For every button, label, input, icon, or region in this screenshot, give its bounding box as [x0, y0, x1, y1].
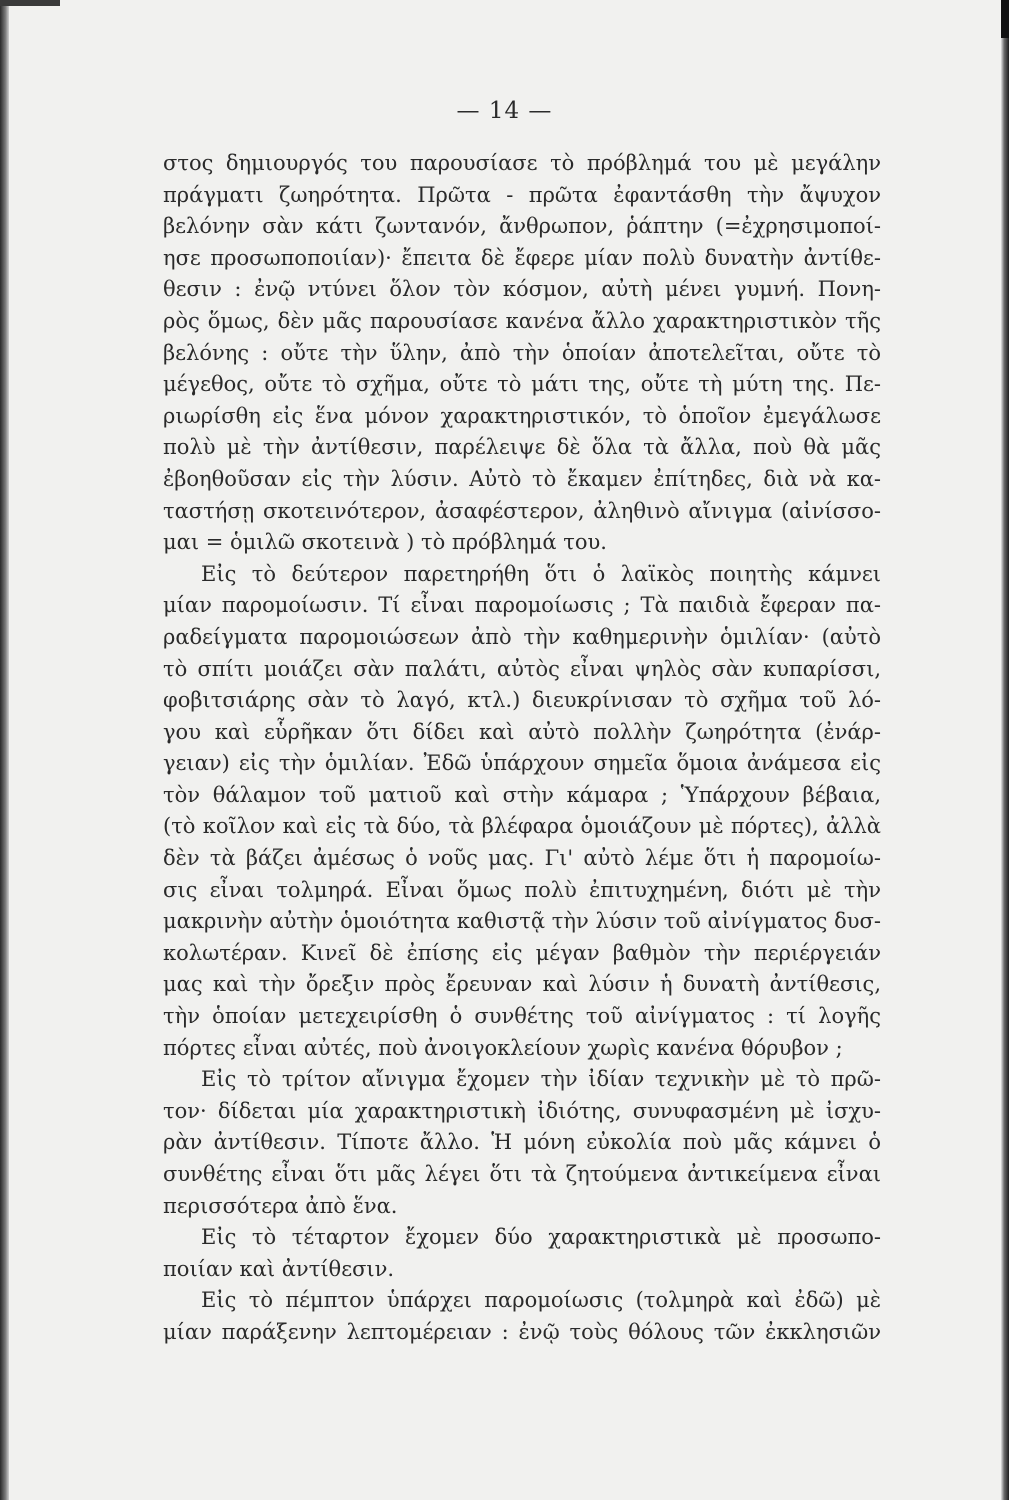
text-line: κολωτέραν. Κινεῖ δὲ ἐπίσης εἰς μέγαν βαθμὸν τὴν περιέργειάν [163, 940, 881, 965]
text-line: πόρτες εἶναι αὐτές, ποὺ ἀνοιγοκλείουν χωρὶς κανένα θόρυβον ; [163, 1035, 843, 1060]
body-text [163, 148, 881, 1349]
scan-right-corner-mark [1001, 0, 1009, 38]
text-line: μαι = ὁμιλῶ σκοτεινὰ ) τὸ πρόβλημά του. [163, 530, 607, 555]
text-line: περισσότερα ἀπὸ ἕνα. [163, 1193, 398, 1218]
scan-left-edge-shadow [0, 0, 9, 1500]
text-line: μακρινὴν αὐτὴν ὁμοιότητα καθιστᾷ τὴν λύσιν τοῦ αἰνίγματος δυσ- [163, 909, 881, 934]
text-line: μίαν παρομοίωσιν. Τί εἶναι παρομοίωσις ; Τὰ παιδιὰ ἔφεραν πα- [163, 593, 881, 618]
text-line: ταστήσῃ σκοτεινότερον, ἀσαφέστερον, ἀληθινὸ αἴνιγμα (αἰνίσσο- [163, 498, 881, 523]
text-line: Εἰς τὸ τέταρτον ἔχομεν δύο χαρακτηριστικὰ μὲ προσωπο- [201, 1225, 881, 1250]
text-line: πράγματι ζωηρότητα. Πρῶτα - πρῶτα ἐφαντάσθη τὴν ἄψυχον [163, 182, 881, 207]
text-line: στος δημιουργός του παρουσίασε τὸ πρόβλημά του μὲ μεγάλην [163, 151, 881, 175]
page-number: — 14 — [456, 98, 553, 124]
text-line: ραδείγματα παρομοιώσεων ἀπὸ τὴν καθημερινὴν ὁμιλίαν· (αὐτὸ [163, 624, 881, 649]
text-line: ἐβοηθοῦσαν εἰς τὴν λύσιν. Αὐτὸ τὸ ἔκαμεν ἐπίτηδες, διὰ νὰ κα- [163, 466, 881, 491]
text-line: ριωρίσθη εἰς ἕνα μόνον χαρακτηριστικόν, τὸ ὁποῖον ἐμεγάλωσε [163, 403, 881, 428]
text-line: τὸν θάλαμον τοῦ ματιοῦ καὶ στὴν κάμαρα ; Ὑπάρχουν βέβαια, [163, 782, 881, 807]
text-line: (τὸ κοῖλον καὶ εἰς τὰ δύο, τὰ βλέφαρα ὁμοιάζουν μὲ πόρτες), ἀλλὰ [163, 814, 881, 839]
text-line: ποιίαν καὶ ἀντίθεσιν. [163, 1256, 395, 1281]
text-line: Εἰς τὸ δεύτερον παρετηρήθη ὅτι ὁ λαϊκὸς ποιητὴς κάμνει [201, 561, 881, 586]
text-line: συνθέτης εἶναι ὅτι μᾶς λέγει ὅτι τὰ ζητούμενα ἀντικείμενα εἶναι [163, 1162, 881, 1186]
text-line: τὴν ὁποίαν μετεχειρίσθη ὁ συνθέτης τοῦ αἰνίγματος : τί λογῆς [163, 1004, 881, 1029]
text-line: θεσιν : ἐνῷ ντύνει ὅλον τὸν κόσμον, αὐτὴ μένει γυμνή. Πονη- [163, 277, 881, 302]
text-line: Εἰς τὸ τρίτον αἴνιγμα ἔχομεν τὴν ἰδίαν τεχνικὴν μὲ τὸ πρῶ- [201, 1067, 881, 1092]
scan-right-edge-shadow [1001, 0, 1009, 1500]
text-line: γειαν) εἰς τὴν ὁμιλίαν. Ἐδῶ ὑπάρχουν σημεῖα ὅμοια ἀνάμεσα εἰς [163, 751, 881, 776]
text-line: Εἰς τὸ πέμπτον ὑπάρχει παρομοίωσις (τολμηρὰ καὶ ἐδῶ) μὲ [201, 1288, 881, 1313]
text-line: ησε προσωποποιίαν)· ἔπειτα δὲ ἔφερε μίαν πολὺ δυνατὴν ἀντίθε- [163, 245, 881, 270]
text-line: τον· δίδεται μία χαρακτηριστικὴ ἰδιότης, συνυφασμένη μὲ ἰσχυ- [163, 1098, 881, 1123]
text-line: μίαν παράξενην λεπτομέρειαν : ἐνῷ τοὺς θόλους τῶν ἐκκλησιῶν [163, 1319, 881, 1344]
text-line: βελόνης : οὔτε τὴν ὕλην, ἀπὸ τὴν ὁποίαν ἀποτελεῖται, οὔτε τὸ [163, 340, 881, 365]
text-line: φοβιτσιάρης σὰν τὸ λαγό, κτλ.) διευκρίνισαν τὸ σχῆμα τοῦ λό- [163, 688, 881, 713]
text-line: δὲν τὰ βάζει ἀμέσως ὁ νοῦς μας. Γι' αὐτὸ λέμε ὅτι ἡ παρομοίω- [163, 846, 881, 871]
text-line: γου καὶ εὗρῆκαν ὅτι δίδει καὶ αὐτὸ πολλὴν ζωηρότητα (ἐνάρ- [163, 719, 881, 744]
text-line: ρὰν ἀντίθεσιν. Τίποτε ἄλλο. Ἡ μόνη εὐκολία ποὺ μᾶς κάμνει ὁ [163, 1130, 881, 1155]
text-line: σις εἶναι τολμηρά. Εἶναι ὅμως πολὺ ἐπιτυχημένη, διότι μὲ τὴν [163, 877, 881, 902]
text-line: πολὺ μὲ τὴν ἀντίθεσιν, παρέλειψε δὲ ὅλα τὰ ἄλλα, ποὺ θὰ μᾶς [163, 435, 881, 460]
text-line: μέγεθος, οὔτε τὸ σχῆμα, οὔτε τὸ μάτι της, οὔτε τὴ μύτη της. Πε- [163, 372, 881, 397]
text-line: βελόνην σὰν κάτι ζωντανόν, ἄνθρωπον, ῥάπτην (=ἐχρησιμοποί- [163, 214, 881, 239]
scan-top-left-mark [0, 0, 60, 6]
text-line: ρὸς ὅμως, δὲν μᾶς παρουσίασε κανένα ἄλλο χαρακτηριστικὸν τῆς [163, 308, 881, 333]
text-line: τὸ σπίτι μοιάζει σὰν παλάτι, αὐτὸς εἶναι ψηλὸς σὰν κυπαρίσσι, [163, 656, 881, 681]
text-line: μας καὶ τὴν ὄρεξιν πρὸς ἔρευναν καὶ λύσιν ἡ δυνατὴ ἀντίθεσις, [163, 972, 881, 997]
